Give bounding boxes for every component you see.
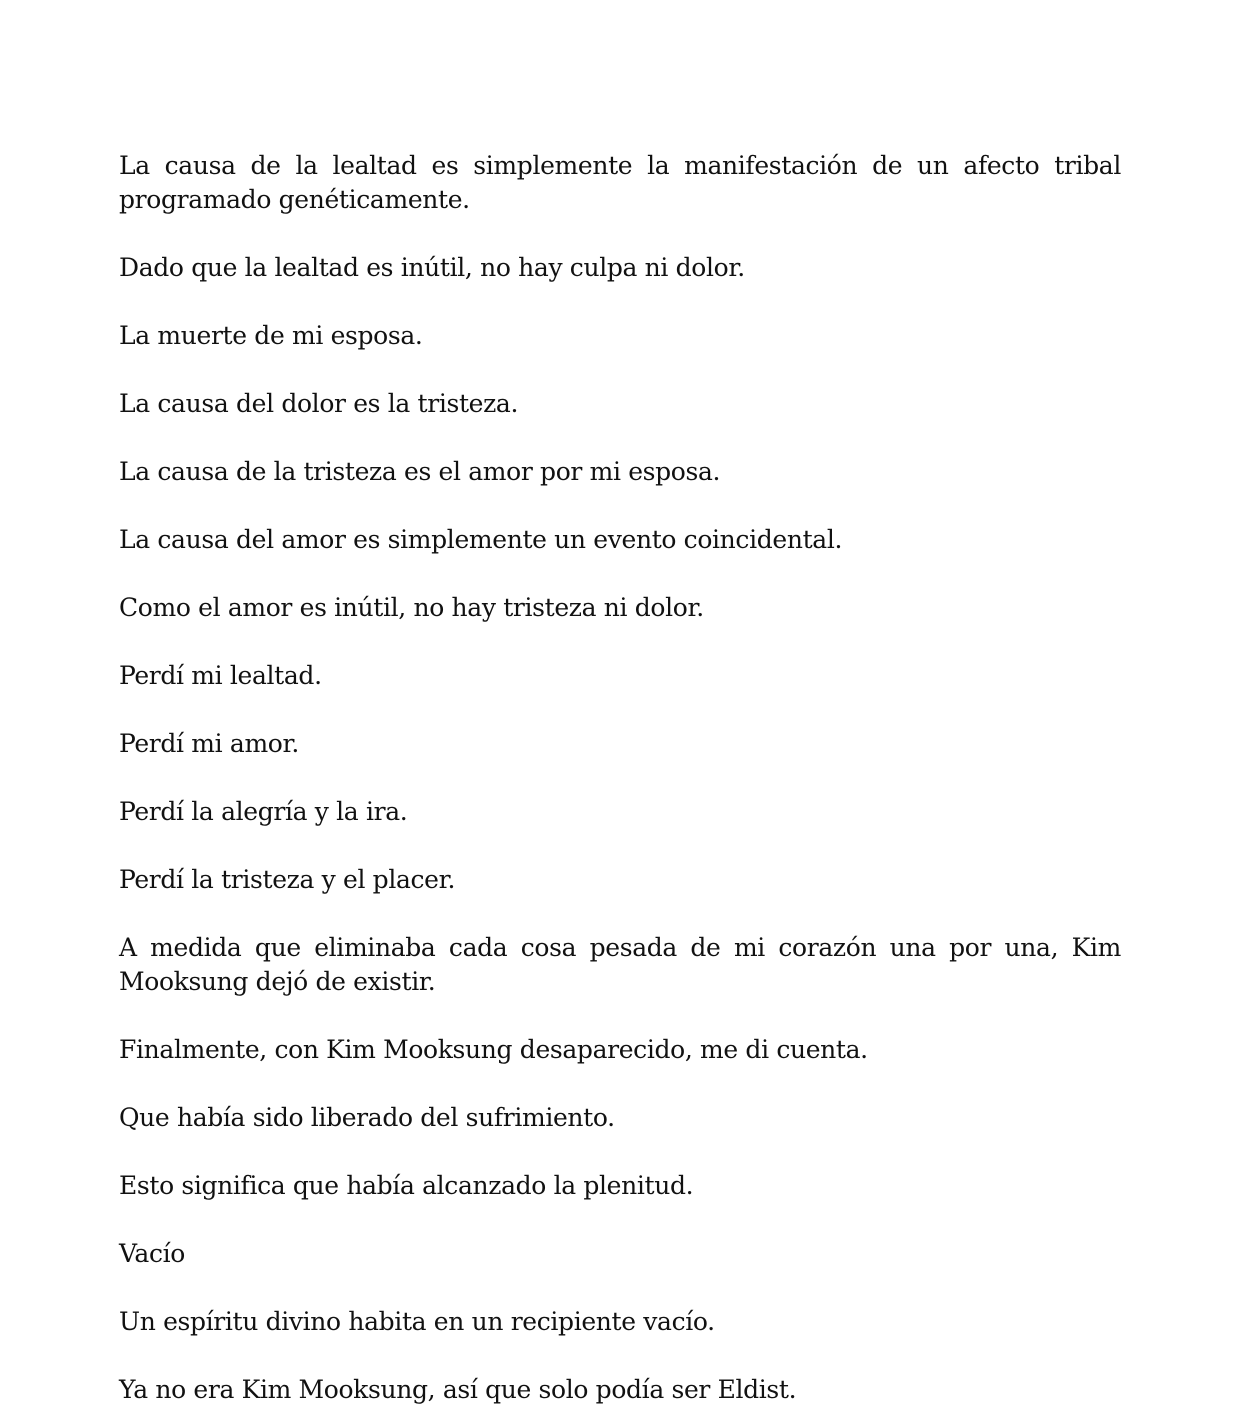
paragraph: La muerte de mi esposa. bbox=[119, 321, 423, 350]
paragraph: Perdí la alegría y la ira. bbox=[119, 797, 408, 826]
paragraph: Perdí mi amor. bbox=[119, 729, 299, 758]
paragraph: Vacío bbox=[119, 1239, 185, 1268]
paragraph: A medida que eliminaba cada cosa pesada de mi corazón una por una, Kim Mooksung dejó de existir. bbox=[119, 933, 1121, 996]
paragraph: Finalmente, con Kim Mooksung desaparecido, me di cuenta. bbox=[119, 1035, 868, 1064]
paragraph: La causa del amor es simplemente un evento coincidental. bbox=[119, 525, 843, 554]
paragraph: Ya no era Kim Mooksung, así que solo podía ser Eldist. bbox=[119, 1375, 797, 1404]
paragraph: La causa de la tristeza es el amor por mi esposa. bbox=[119, 457, 721, 486]
paragraph: Perdí mi lealtad. bbox=[119, 661, 322, 690]
paragraph: Perdí la tristeza y el placer. bbox=[119, 865, 456, 894]
paragraph: Dado que la lealtad es inútil, no hay culpa ni dolor. bbox=[119, 253, 745, 282]
paragraph: Como el amor es inútil, no hay tristeza ni dolor. bbox=[119, 593, 704, 622]
paragraph: La causa de la lealtad es simplemente la manifestación de un afecto tribal programado genéticamente. bbox=[119, 151, 1121, 214]
paragraph: Un espíritu divino habita en un recipiente vacío. bbox=[119, 1307, 715, 1336]
paragraph: Que había sido liberado del sufrimiento. bbox=[119, 1103, 615, 1132]
document-body bbox=[119, 149, 1121, 1407]
paragraph: La causa del dolor es la tristeza. bbox=[119, 389, 519, 418]
paragraph: Esto significa que había alcanzado la plenitud. bbox=[119, 1171, 694, 1200]
